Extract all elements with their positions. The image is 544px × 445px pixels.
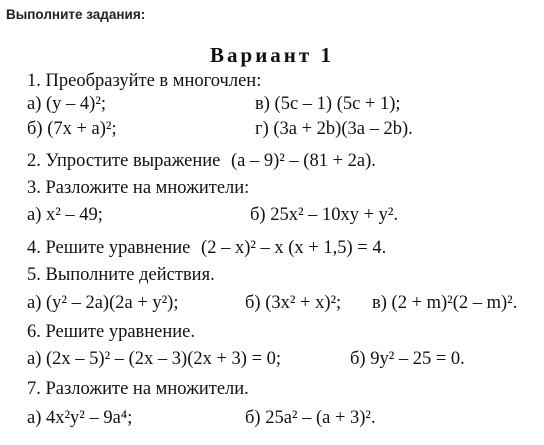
item-expression: (2 + m)²(2 – m)². <box>391 293 518 313</box>
item-label: а) <box>27 94 42 114</box>
task-7-item-a <box>27 407 132 429</box>
item-expression: 25a² – (a + 3)². <box>265 408 376 428</box>
item-expression: (2x – 5)² – (2x – 3)(2x + 3) = 0; <box>46 349 282 369</box>
task-7-heading: 7. Разложите на множители. <box>27 379 249 399</box>
item-label: в) <box>372 293 387 313</box>
item-label: б) <box>245 293 261 313</box>
task-2-heading: 2. Упростите выражение <box>27 151 221 171</box>
item-expression: 25x² – 10xy + y². <box>270 205 399 225</box>
item-label: б) <box>350 349 366 369</box>
task-6-item-b <box>350 348 465 370</box>
variant-title: Вариант 1 <box>210 43 334 67</box>
item-label: б) <box>245 408 261 428</box>
task-1-item-a <box>27 93 106 115</box>
item-expression: (5c – 1) (5c + 1); <box>274 94 401 114</box>
item-label: в) <box>255 94 270 114</box>
task-3-heading: 3. Разложите на множители: <box>27 178 250 198</box>
item-label: а) <box>27 349 42 369</box>
item-expression: (y² – 2a)(2a + y²); <box>46 293 179 313</box>
task-7-item-b <box>245 407 376 429</box>
task-1-heading: 1. Преобразуйте в многочлен: <box>27 71 262 91</box>
task-1-item-g <box>255 118 413 140</box>
task-4-heading: 4. Решите уравнение <box>27 238 191 258</box>
item-expression: 9y² – 25 = 0. <box>370 349 465 369</box>
item-label: б) <box>250 205 266 225</box>
item-expression: (7x + a)²; <box>47 119 117 139</box>
item-label: а) <box>27 205 42 225</box>
item-label: г) <box>255 119 269 139</box>
task-2 <box>27 150 376 172</box>
task-4-expression: (2 – x)² – x (x + 1,5) = 4. <box>201 238 387 258</box>
item-expression: (y – 4)²; <box>46 94 107 114</box>
item-expression: (3x² + x)²; <box>265 293 342 313</box>
item-label: а) <box>27 293 42 313</box>
task-5-item-b <box>245 292 341 314</box>
task-6-item-a <box>27 348 281 370</box>
task-6-heading: 6. Решите уравнение. <box>27 322 196 342</box>
task-1-item-v <box>255 93 401 115</box>
task-4 <box>27 237 386 259</box>
item-expression: 4x²y² – 9a⁴; <box>46 408 133 428</box>
task-5-item-v <box>372 292 517 314</box>
task-5-heading: 5. Выполните действия. <box>27 265 215 285</box>
task-3-item-a <box>27 204 103 226</box>
task-5-item-a <box>27 292 178 314</box>
item-label: б) <box>27 119 43 139</box>
task-1-item-b <box>27 118 117 140</box>
item-expression: x² – 49; <box>46 205 103 225</box>
page-header: Выполните задания: <box>6 7 146 22</box>
item-label: а) <box>27 408 42 428</box>
task-3-item-b <box>250 204 398 226</box>
item-expression: (3a + 2b)(3a – 2b). <box>273 119 413 139</box>
task-2-expression: (a – 9)² – (81 + 2a). <box>230 151 376 171</box>
